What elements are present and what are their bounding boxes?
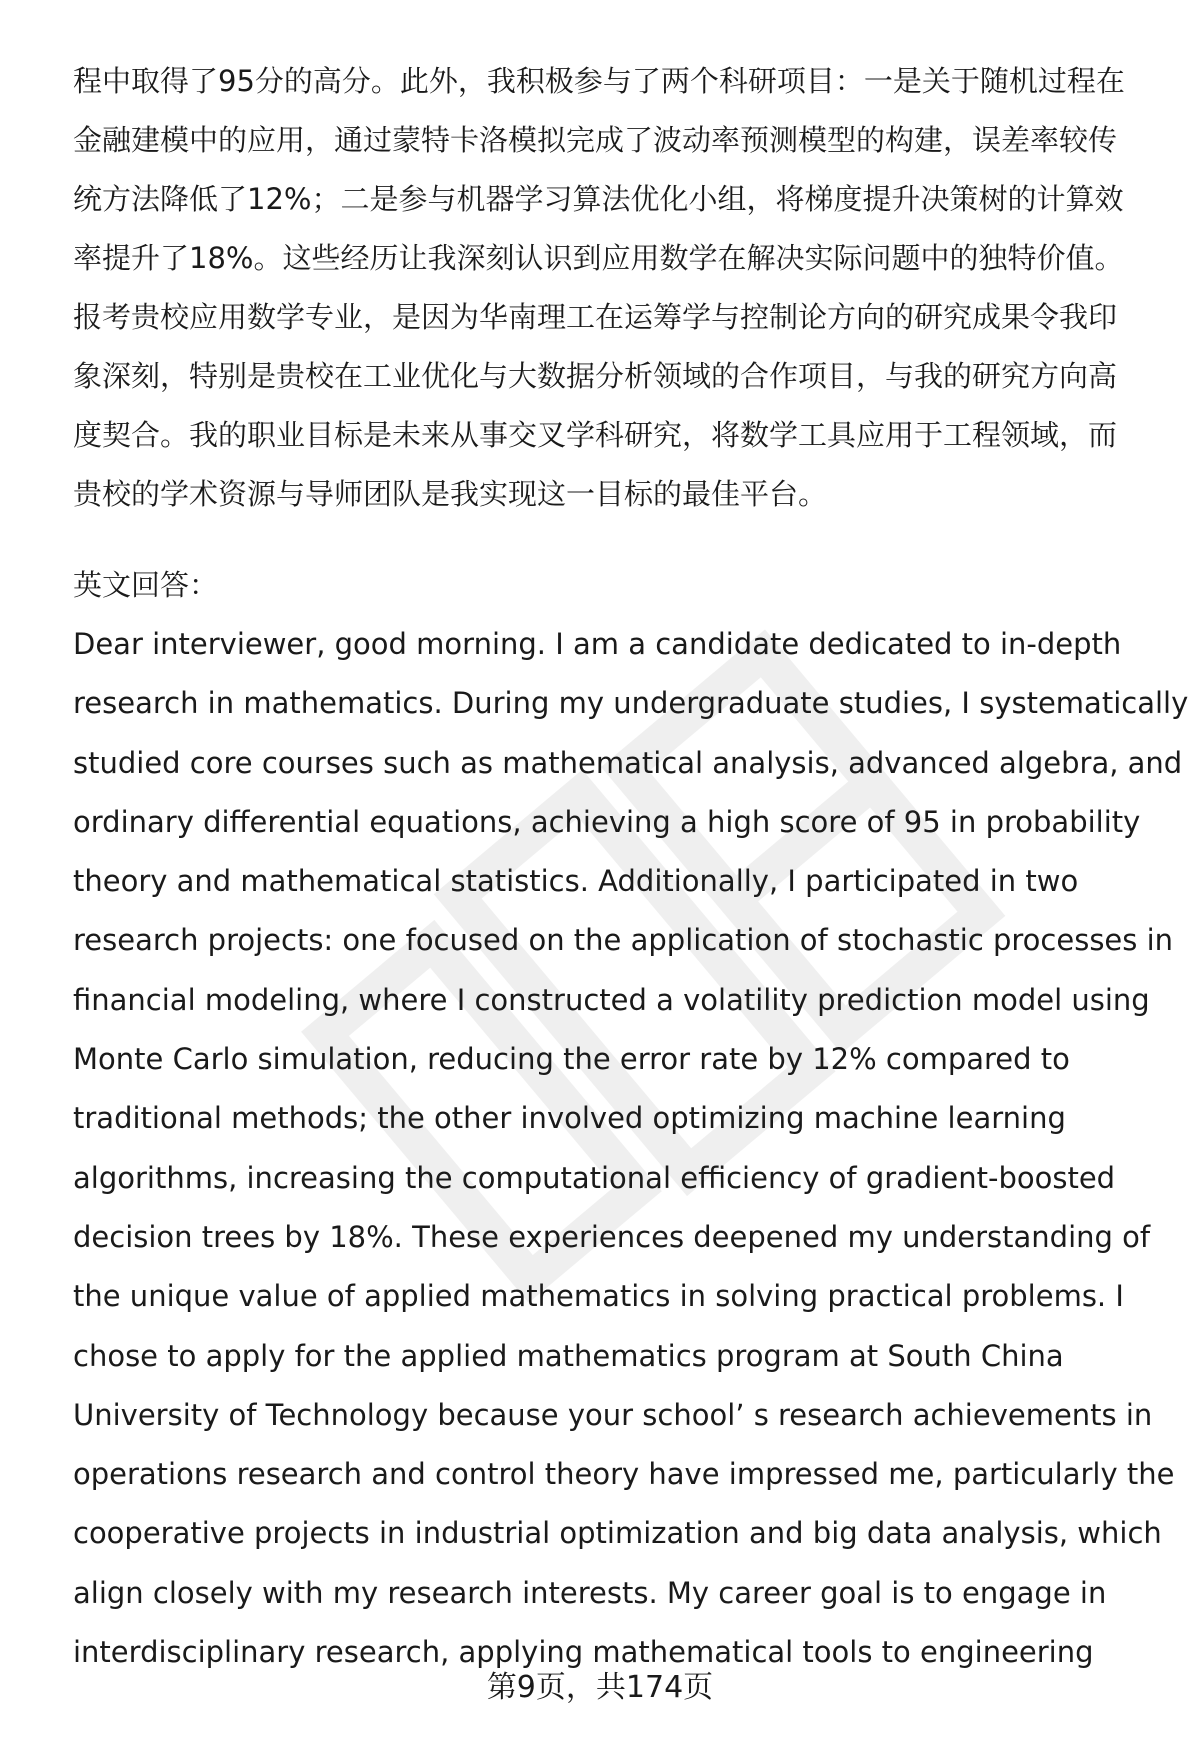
paragraph-line: Monte Carlo simulation, reducing the error rate by 12% compared to [73, 1042, 1070, 1077]
paragraph-line: align closely with my research interests. My career goal is to engage in [73, 1575, 1107, 1610]
paragraph-line: Dear interviewer, good morning. I am a candidate dedicated to in-depth [73, 627, 1122, 661]
paragraph-line: interdisciplinary research, applying mathematical tools to engineering [73, 1635, 1094, 1670]
paragraph-line: cooperative projects in industrial optimization and big data analysis, which [73, 1516, 1162, 1551]
paragraph-line: 度契合。我的职业目标是未来从事交叉学科研究，将数学工具应用于工程领域，而 [73, 418, 1118, 452]
paragraph-line: algorithms, increasing the computational efficiency of gradient-boosted [73, 1160, 1116, 1195]
paragraph-line: chose to apply for the applied mathematics program at South China [73, 1338, 1064, 1373]
paragraph-line: 率提升了18%。这些经历让我深刻认识到应用数学在解决实际问题中的独特价值。 [73, 241, 1124, 275]
paragraph-line: 程中取得了95分的高分。此外，我积极参与了两个科研项目：一是关于随机过程在 [73, 64, 1125, 98]
paragraph-line: studied core courses such as mathematical analysis, advanced algebra, and [73, 745, 1183, 780]
english-answer-label: 英文回答： [73, 568, 219, 602]
paragraph-line: 贵校的学术资源与导师团队是我实现这一目标的最佳平台。 [73, 477, 828, 511]
paragraph-line: research projects: one focused on the application of stochastic processes in [73, 923, 1174, 958]
paragraph-line: ordinary differential equations, achieving a high score of 95 in probability [73, 804, 1141, 839]
paragraph-line: financial modeling, where I constructed a volatility prediction model using [73, 982, 1150, 1017]
page-number: 第9页，共174页 [486, 1670, 714, 1705]
paragraph-line: operations research and control theory have impressed me, particularly the [73, 1457, 1175, 1492]
chinese-paragraph [73, 52, 1153, 524]
paragraph-line: 报考贵校应用数学专业，是因为华南理工在运筹学与控制论方向的研究成果令我印 [73, 300, 1118, 334]
paragraph-line: 象深刻，特别是贵校在工业优化与大数据分析领域的合作项目，与我的研究方向高 [73, 359, 1118, 393]
paragraph-line: theory and mathematical statistics. Additionally, I participated in two [73, 864, 1079, 899]
paragraph-line: research in mathematics. During my undergraduate studies, I systematically [73, 686, 1189, 721]
paragraph-line: decision trees by 18%. These experiences deepened my understanding of [73, 1219, 1151, 1254]
paragraph-line: 统方法降低了12%；二是参与机器学习算法优化小组，将梯度提升决策树的计算效 [73, 182, 1124, 216]
paragraph-line: the unique value of applied mathematics in solving practical problems. I [73, 1279, 1124, 1314]
paragraph-line: 金融建模中的应用，通过蒙特卡洛模拟完成了波动率预测模型的构建，误差率较传 [73, 123, 1118, 157]
paragraph-line: University of Technology because your school’ s research achievements in [73, 1397, 1153, 1432]
paragraph-line: traditional methods; the other involved optimizing machine learning [73, 1101, 1066, 1136]
english-paragraph [73, 615, 1189, 1682]
